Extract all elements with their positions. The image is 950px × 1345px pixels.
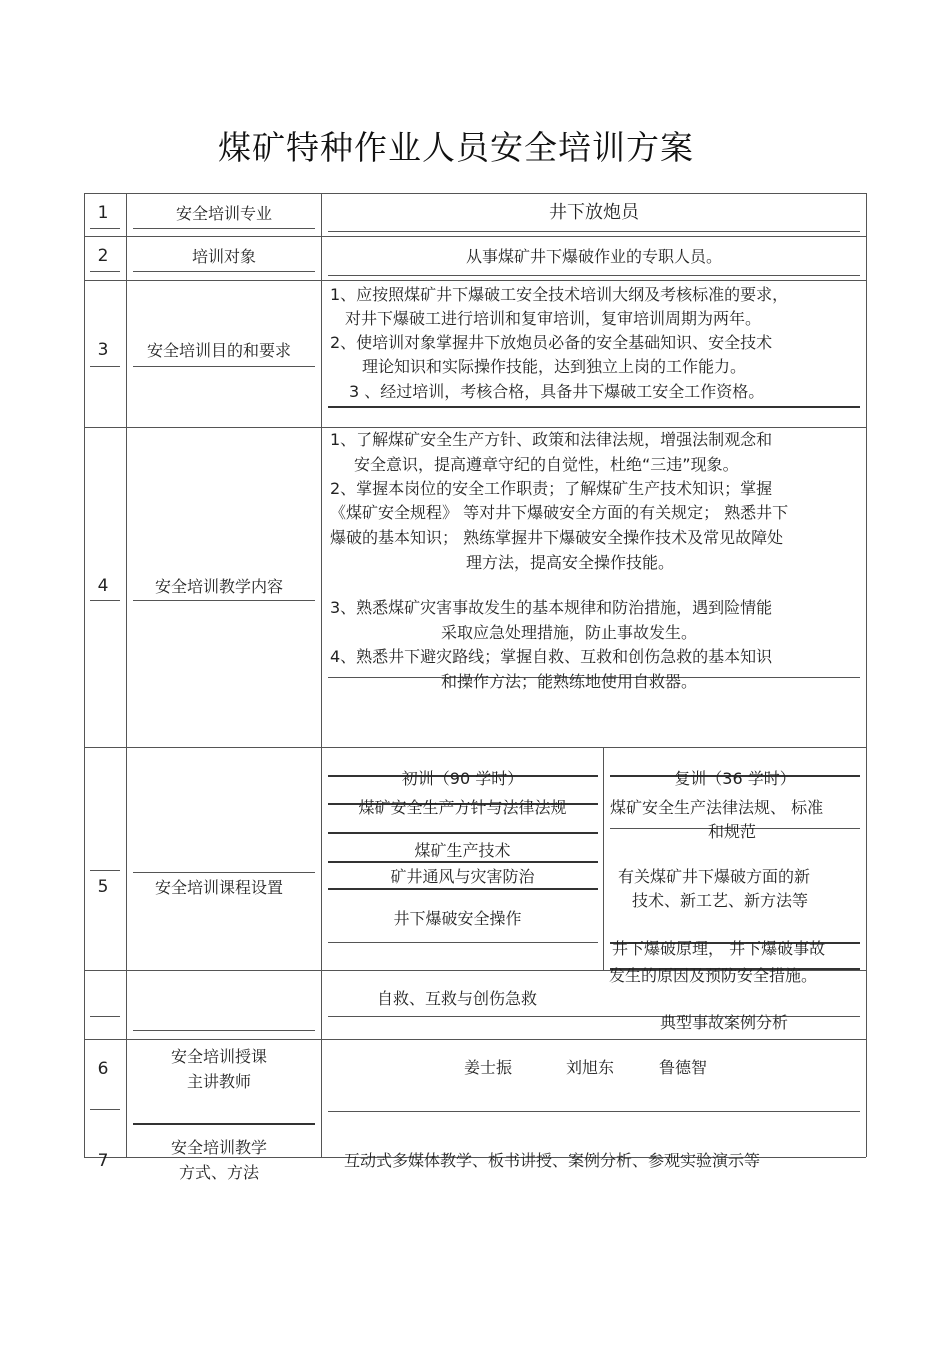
text-line: 1、应按照煤矿井下爆破工安全技术培训大纲及考核标准的要求， bbox=[330, 285, 789, 304]
row-label-teachers-2: 主讲教师 bbox=[186, 1072, 251, 1091]
row-label-goals: 安全培训目的和要求 bbox=[146, 341, 291, 360]
text-line: 和操作方法；能熟练地使用自救器。 bbox=[441, 672, 698, 691]
row-label-trainees: 培训对象 bbox=[191, 247, 256, 266]
course-item: 煤矿安全生产法律法规、 标准 bbox=[610, 798, 824, 817]
text-line: 3、熟悉煤矿灾害事故发生的基本规律和防治措施，遇到险情能 bbox=[330, 598, 773, 617]
course-item: 有关煤矿井下爆破方面的新 bbox=[618, 867, 811, 886]
course-item: 煤矿安全生产方针与法律法规 bbox=[358, 798, 567, 817]
course-item: 技术、新工艺、新方法等 bbox=[632, 891, 809, 910]
row-value-trainees: 从事煤矿井下爆破作业的专职人员。 bbox=[465, 247, 722, 266]
row-label-courses: 安全培训课程设置 bbox=[154, 878, 283, 897]
row-number: 3 bbox=[97, 340, 109, 360]
course-item: 井下爆破安全操作 bbox=[393, 909, 522, 928]
row-number: 2 bbox=[97, 246, 109, 266]
course-item: 和规范 bbox=[708, 822, 757, 841]
row-number: 6 bbox=[97, 1059, 109, 1079]
text-line: 2、使培训对象掌握井下放炮员必备的安全基础知识、安全技术 bbox=[330, 333, 773, 352]
row-label-methods-2: 方式、方法 bbox=[178, 1163, 259, 1182]
course-item: 矿井通风与灾害防治 bbox=[390, 867, 535, 886]
row-label-teachers: 安全培训授课 bbox=[170, 1047, 267, 1066]
row-label-major: 安全培训专业 bbox=[175, 204, 272, 223]
row-value-major: 井下放炮员 bbox=[549, 202, 639, 223]
review-training-header: 复训（36 学时） bbox=[674, 769, 796, 788]
row-number: 7 bbox=[97, 1151, 109, 1171]
initial-training-header: 初训（90 学时） bbox=[401, 769, 524, 788]
course-item: 典型事故案例分析 bbox=[660, 1013, 789, 1032]
text-line: 理论知识和实际操作技能，达到独立上岗的工作能力。 bbox=[362, 357, 747, 376]
text-line: 理方法，提高安全操作技能。 bbox=[466, 553, 675, 572]
text-line: 对井下爆破工进行培训和复审培训，复审培训周期为两年。 bbox=[345, 309, 762, 328]
row-label-content: 安全培训教学内容 bbox=[154, 577, 283, 596]
text-line: 3 、经过培训，考核合格，具备井下爆破工安全工作资格。 bbox=[349, 382, 765, 401]
row-number: 1 bbox=[97, 203, 109, 223]
text-line: 安全意识，提高遵章守纪的自觉性，杜绝“三违”现象。 bbox=[354, 455, 739, 474]
text-line: 1、了解煤矿安全生产方针、政策和法律法规，增强法制观念和 bbox=[330, 430, 773, 449]
text-line: 采取应急处理措施，防止事故发生。 bbox=[441, 623, 698, 642]
page-title: 煤矿特种作业人员安全培训方案 bbox=[218, 128, 694, 167]
row-value-methods: 互动式多媒体教学、板书讲授、案例分析、参观实验演示等 bbox=[344, 1151, 761, 1170]
course-item: 发生的原因及预防安全措施。 bbox=[609, 966, 818, 985]
row-number: 5 bbox=[97, 877, 109, 897]
teacher-name: 刘旭东 bbox=[566, 1058, 615, 1077]
teacher-name: 姜士振 bbox=[464, 1058, 513, 1077]
text-line: 爆破的基本知识； 熟练掌握井下爆破安全操作技术及常见故障处 bbox=[330, 528, 784, 547]
text-line: 《煤矿安全规程》 等对井下爆破安全方面的有关规定； 熟悉井下 bbox=[330, 503, 789, 522]
text-line: 2、掌握本岗位的安全工作职责；了解煤矿生产技术知识；掌握 bbox=[330, 479, 773, 498]
course-item: 自救、互救与创伤急救 bbox=[376, 989, 537, 1008]
teacher-name: 鲁德智 bbox=[659, 1058, 708, 1077]
course-item: 煤矿生产技术 bbox=[414, 841, 511, 860]
row-label-methods: 安全培训教学 bbox=[170, 1138, 267, 1157]
text-line: 4、熟悉井下避灾路线；掌握自救、互救和创伤急救的基本知识 bbox=[330, 647, 773, 666]
course-item: 井下爆破原理， 井下爆破事故 bbox=[612, 939, 826, 958]
row-number: 4 bbox=[97, 576, 109, 596]
